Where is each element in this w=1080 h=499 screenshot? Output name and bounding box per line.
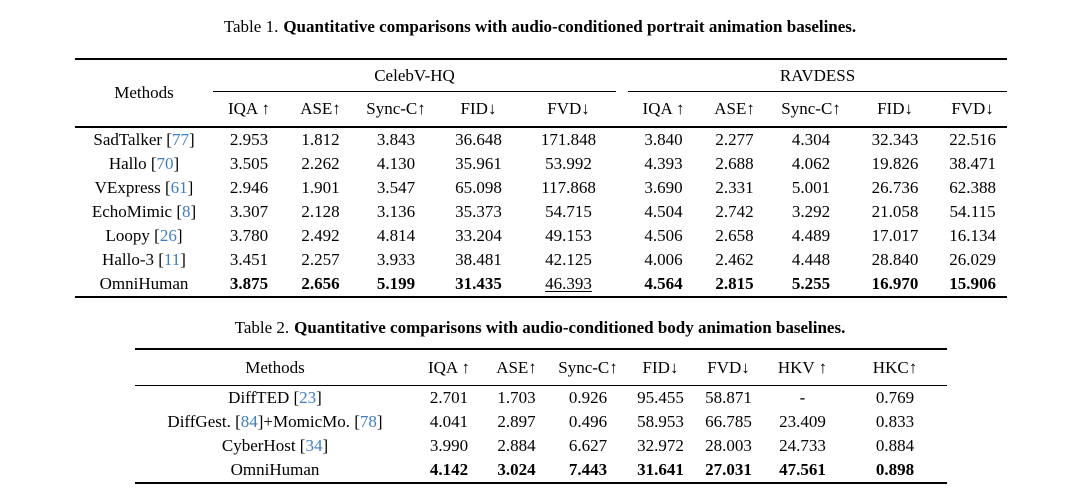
col-header-hkv: HKV ↑ <box>762 349 843 386</box>
method-name: VExpress [ <box>94 178 171 197</box>
value-cell: 4.506 <box>644 226 683 245</box>
value-cell: 58.953 <box>637 412 684 431</box>
value-cell: 4.062 <box>791 154 831 173</box>
col-header-ase: ASE↑ <box>699 92 770 128</box>
value-cell: 15.906 <box>949 274 996 293</box>
table1-methods-header: Methods <box>75 59 213 127</box>
value-cell: 53.992 <box>545 154 592 173</box>
value-cell: 42.125 <box>545 250 592 269</box>
method-cell <box>75 272 213 297</box>
value-cell: 4.304 <box>791 130 831 149</box>
col-header-hkc: HKC↑ <box>843 349 947 386</box>
value-cell: 5.255 <box>791 274 831 293</box>
value-cell: 2.884 <box>497 436 536 455</box>
value-cell: 2.656 <box>301 274 340 293</box>
value-cell: 0.496 <box>568 412 608 431</box>
value-cell: 3.843 <box>376 130 416 149</box>
method-cell <box>75 176 213 200</box>
value-cell: 6.627 <box>568 436 608 455</box>
method-name: DiffGest. [ <box>167 412 241 431</box>
table-row <box>75 152 1007 176</box>
value-cell: 4.041 <box>429 412 469 431</box>
value-cell: 3.875 <box>229 274 269 293</box>
value-cell: 4.130 <box>376 154 416 173</box>
value-cell: 3.990 <box>429 436 469 455</box>
value-cell: 4.393 <box>644 154 683 173</box>
value-cell: 3.451 <box>229 250 269 269</box>
table-row <box>75 200 1007 224</box>
col-header-fid: FID↓ <box>626 349 695 386</box>
value-cell: 33.204 <box>455 226 502 245</box>
citation-link[interactable]: 23 <box>299 388 317 407</box>
value-cell: 1.812 <box>301 130 340 149</box>
value-cell: 35.961 <box>455 154 502 173</box>
method-name: ] <box>190 202 197 221</box>
table1-caption-label: Table 1. <box>223 17 279 36</box>
method-name: ] <box>173 154 180 173</box>
table1-portrait-baselines <box>75 58 1007 298</box>
value-cell: 54.115 <box>949 202 996 221</box>
value-cell: 65.098 <box>455 178 502 197</box>
value-cell: 2.742 <box>715 202 754 221</box>
method-name: EchoMimic [ <box>91 202 182 221</box>
value-cell: 2.897 <box>497 412 536 431</box>
table-row <box>75 272 1007 297</box>
value-cell: 47.561 <box>779 460 826 479</box>
value-cell: 2.277 <box>715 130 754 149</box>
citation-link[interactable]: 84 <box>240 412 258 431</box>
method-cell <box>75 127 213 152</box>
col-header-fid: FID↓ <box>436 92 521 128</box>
table1-column-header-row <box>75 92 1007 128</box>
method-name: DiffTED [ <box>228 388 300 407</box>
value-cell: 4.504 <box>644 202 683 221</box>
method-name: ] <box>316 388 322 407</box>
value-cell: 3.292 <box>791 202 831 221</box>
value-cell: 2.953 <box>229 130 269 149</box>
group-spacer <box>616 224 628 248</box>
method-name: ]+MomicMo. [ <box>257 412 360 431</box>
value-cell: 7.443 <box>568 460 608 479</box>
table2-caption-label: Table 2. <box>234 318 290 337</box>
value-cell: 19.826 <box>871 154 919 173</box>
value-cell: 4.006 <box>644 250 683 269</box>
value-cell: 49.153 <box>545 226 592 245</box>
method-cell <box>75 200 213 224</box>
value-cell: 38.471 <box>949 154 996 173</box>
method-cell <box>75 248 213 272</box>
value-cell: 2.658 <box>715 226 754 245</box>
value-cell: 2.815 <box>715 274 754 293</box>
table1-group-ravdess: RAVDESS <box>628 59 1007 92</box>
value-cell: 3.136 <box>376 202 416 221</box>
table1-caption-title: Quantitative comparisons with audio-conditioned portrait animation baselines. <box>283 17 857 36</box>
method-cell <box>135 386 415 411</box>
value-cell: 16.970 <box>871 274 919 293</box>
col-header-fvd: FVD↓ <box>521 92 616 128</box>
col-header-fid: FID↓ <box>852 92 938 128</box>
value-cell: 24.733 <box>779 436 826 455</box>
value-cell: 5.001 <box>791 178 831 197</box>
value-cell: 28.003 <box>705 436 752 455</box>
value-cell: 2.946 <box>229 178 269 197</box>
table-row <box>135 458 947 483</box>
value-cell: 62.388 <box>949 178 996 197</box>
table-row <box>75 224 1007 248</box>
table2-methods-header: Methods <box>135 349 415 386</box>
value-cell: 1.703 <box>497 388 536 407</box>
method-name: Hallo-3 [ <box>102 250 164 269</box>
value-cell: 3.024 <box>497 460 536 479</box>
citation-link[interactable]: 77 <box>171 130 189 149</box>
col-header-iqa: IQA ↑ <box>415 349 483 386</box>
value-cell: 2.257 <box>301 250 340 269</box>
value-cell: 4.142 <box>429 460 469 479</box>
value-cell: 3.840 <box>644 130 683 149</box>
table2-column-header-row <box>135 349 947 386</box>
value-cell: 2.462 <box>715 250 754 269</box>
value-cell: 3.780 <box>229 226 269 245</box>
col-header-sync-c: Sync-C↑ <box>770 92 852 128</box>
method-name: OmniHuman <box>99 274 189 293</box>
value-cell: 2.701 <box>429 388 469 407</box>
value-cell: 171.848 <box>540 130 597 149</box>
value-cell: 2.331 <box>715 178 754 197</box>
table-row <box>75 176 1007 200</box>
value-cell: 3.505 <box>229 154 269 173</box>
citation-link[interactable]: 34 <box>305 436 323 455</box>
method-cell <box>135 458 415 483</box>
col-header-sync-c: Sync-C↑ <box>550 349 626 386</box>
method-name: CyberHost [ <box>221 436 306 455</box>
table-row <box>135 434 947 458</box>
method-cell <box>135 434 415 458</box>
col-header-ase: ASE↑ <box>483 349 550 386</box>
value-cell: 46.393 <box>545 274 592 293</box>
citation-link[interactable]: 70 <box>156 154 174 173</box>
table-row <box>135 410 947 434</box>
table-row <box>135 386 947 411</box>
value-cell: 3.690 <box>644 178 683 197</box>
group-spacer <box>616 248 628 272</box>
method-name: ] <box>180 250 186 269</box>
col-header-iqa: IQA ↑ <box>628 92 699 128</box>
value-cell: 16.134 <box>949 226 996 245</box>
value-cell: - <box>799 388 806 407</box>
value-cell: 2.262 <box>301 154 340 173</box>
value-cell: 2.688 <box>715 154 754 173</box>
value-cell: 0.898 <box>875 460 915 479</box>
value-cell: 66.785 <box>705 412 752 431</box>
value-cell: 58.871 <box>705 388 752 407</box>
method-name: Loopy [ <box>105 226 160 245</box>
col-header-fvd: FVD↓ <box>938 92 1007 128</box>
group-spacer <box>616 200 628 224</box>
group-spacer <box>616 272 628 297</box>
value-cell: 26.029 <box>949 250 996 269</box>
method-cell <box>75 152 213 176</box>
value-cell: 95.455 <box>637 388 684 407</box>
value-cell: 23.409 <box>779 412 826 431</box>
method-name: ] <box>188 130 195 149</box>
group-spacer <box>616 152 628 176</box>
value-cell: 3.547 <box>376 178 416 197</box>
method-name: ] <box>376 412 383 431</box>
table2-caption-title: Quantitative comparisons with audio-conditioned body animation baselines. <box>294 318 846 337</box>
method-cell <box>135 410 415 434</box>
value-cell: 38.481 <box>455 250 502 269</box>
citation-link[interactable]: 61 <box>170 178 188 197</box>
value-cell: 3.933 <box>376 250 416 269</box>
value-cell: 28.840 <box>871 250 919 269</box>
method-name: SadTalker [ <box>93 130 172 149</box>
value-cell: 1.901 <box>301 178 340 197</box>
value-cell: 31.435 <box>455 274 502 293</box>
method-cell <box>75 224 213 248</box>
value-cell: 31.641 <box>637 460 684 479</box>
value-cell: 36.648 <box>455 130 502 149</box>
col-header-sync-c: Sync-C↑ <box>356 92 436 128</box>
value-cell: 17.017 <box>871 226 919 245</box>
table1-caption <box>0 17 1080 37</box>
method-name: OmniHuman <box>230 460 320 479</box>
table-row <box>75 248 1007 272</box>
value-cell: 32.972 <box>637 436 684 455</box>
value-cell: 22.516 <box>949 130 996 149</box>
table2-caption <box>0 318 1080 338</box>
value-cell: 35.373 <box>455 202 502 221</box>
table2-body-baselines <box>135 348 947 484</box>
value-cell: 21.058 <box>871 202 919 221</box>
value-cell: 26.736 <box>871 178 919 197</box>
value-cell: 0.884 <box>875 436 915 455</box>
table-row <box>75 127 1007 152</box>
value-cell: 3.307 <box>229 202 269 221</box>
table1-group-header-row <box>75 59 1007 92</box>
citation-link[interactable]: 8 <box>182 202 191 221</box>
method-name: ] <box>176 226 183 245</box>
value-cell: 0.769 <box>875 388 915 407</box>
value-cell: 32.343 <box>871 130 919 149</box>
col-header-ase: ASE↑ <box>285 92 356 128</box>
col-header-iqa: IQA ↑ <box>213 92 285 128</box>
citation-link[interactable]: 78 <box>359 412 377 431</box>
value-cell: 0.926 <box>568 388 608 407</box>
group-spacer <box>616 59 628 127</box>
group-spacer <box>616 176 628 200</box>
value-cell: 4.448 <box>791 250 831 269</box>
value-cell: 27.031 <box>705 460 752 479</box>
table1-group-celebvhq: CelebV-HQ <box>213 59 616 92</box>
citation-link[interactable]: 11 <box>163 250 181 269</box>
value-cell: 2.128 <box>301 202 340 221</box>
value-cell: 4.489 <box>791 226 831 245</box>
value-cell: 2.492 <box>301 226 340 245</box>
method-name: ] <box>187 178 194 197</box>
group-spacer <box>616 127 628 152</box>
value-cell: 54.715 <box>545 202 592 221</box>
citation-link[interactable]: 26 <box>159 226 177 245</box>
value-cell: 117.868 <box>541 178 596 197</box>
method-name: ] <box>322 436 329 455</box>
value-cell: 4.814 <box>376 226 416 245</box>
value-cell: 0.833 <box>875 412 915 431</box>
value-cell: 5.199 <box>376 274 416 293</box>
value-cell: 4.564 <box>644 274 683 293</box>
method-name: Hallo [ <box>108 154 157 173</box>
col-header-fvd: FVD↓ <box>695 349 762 386</box>
